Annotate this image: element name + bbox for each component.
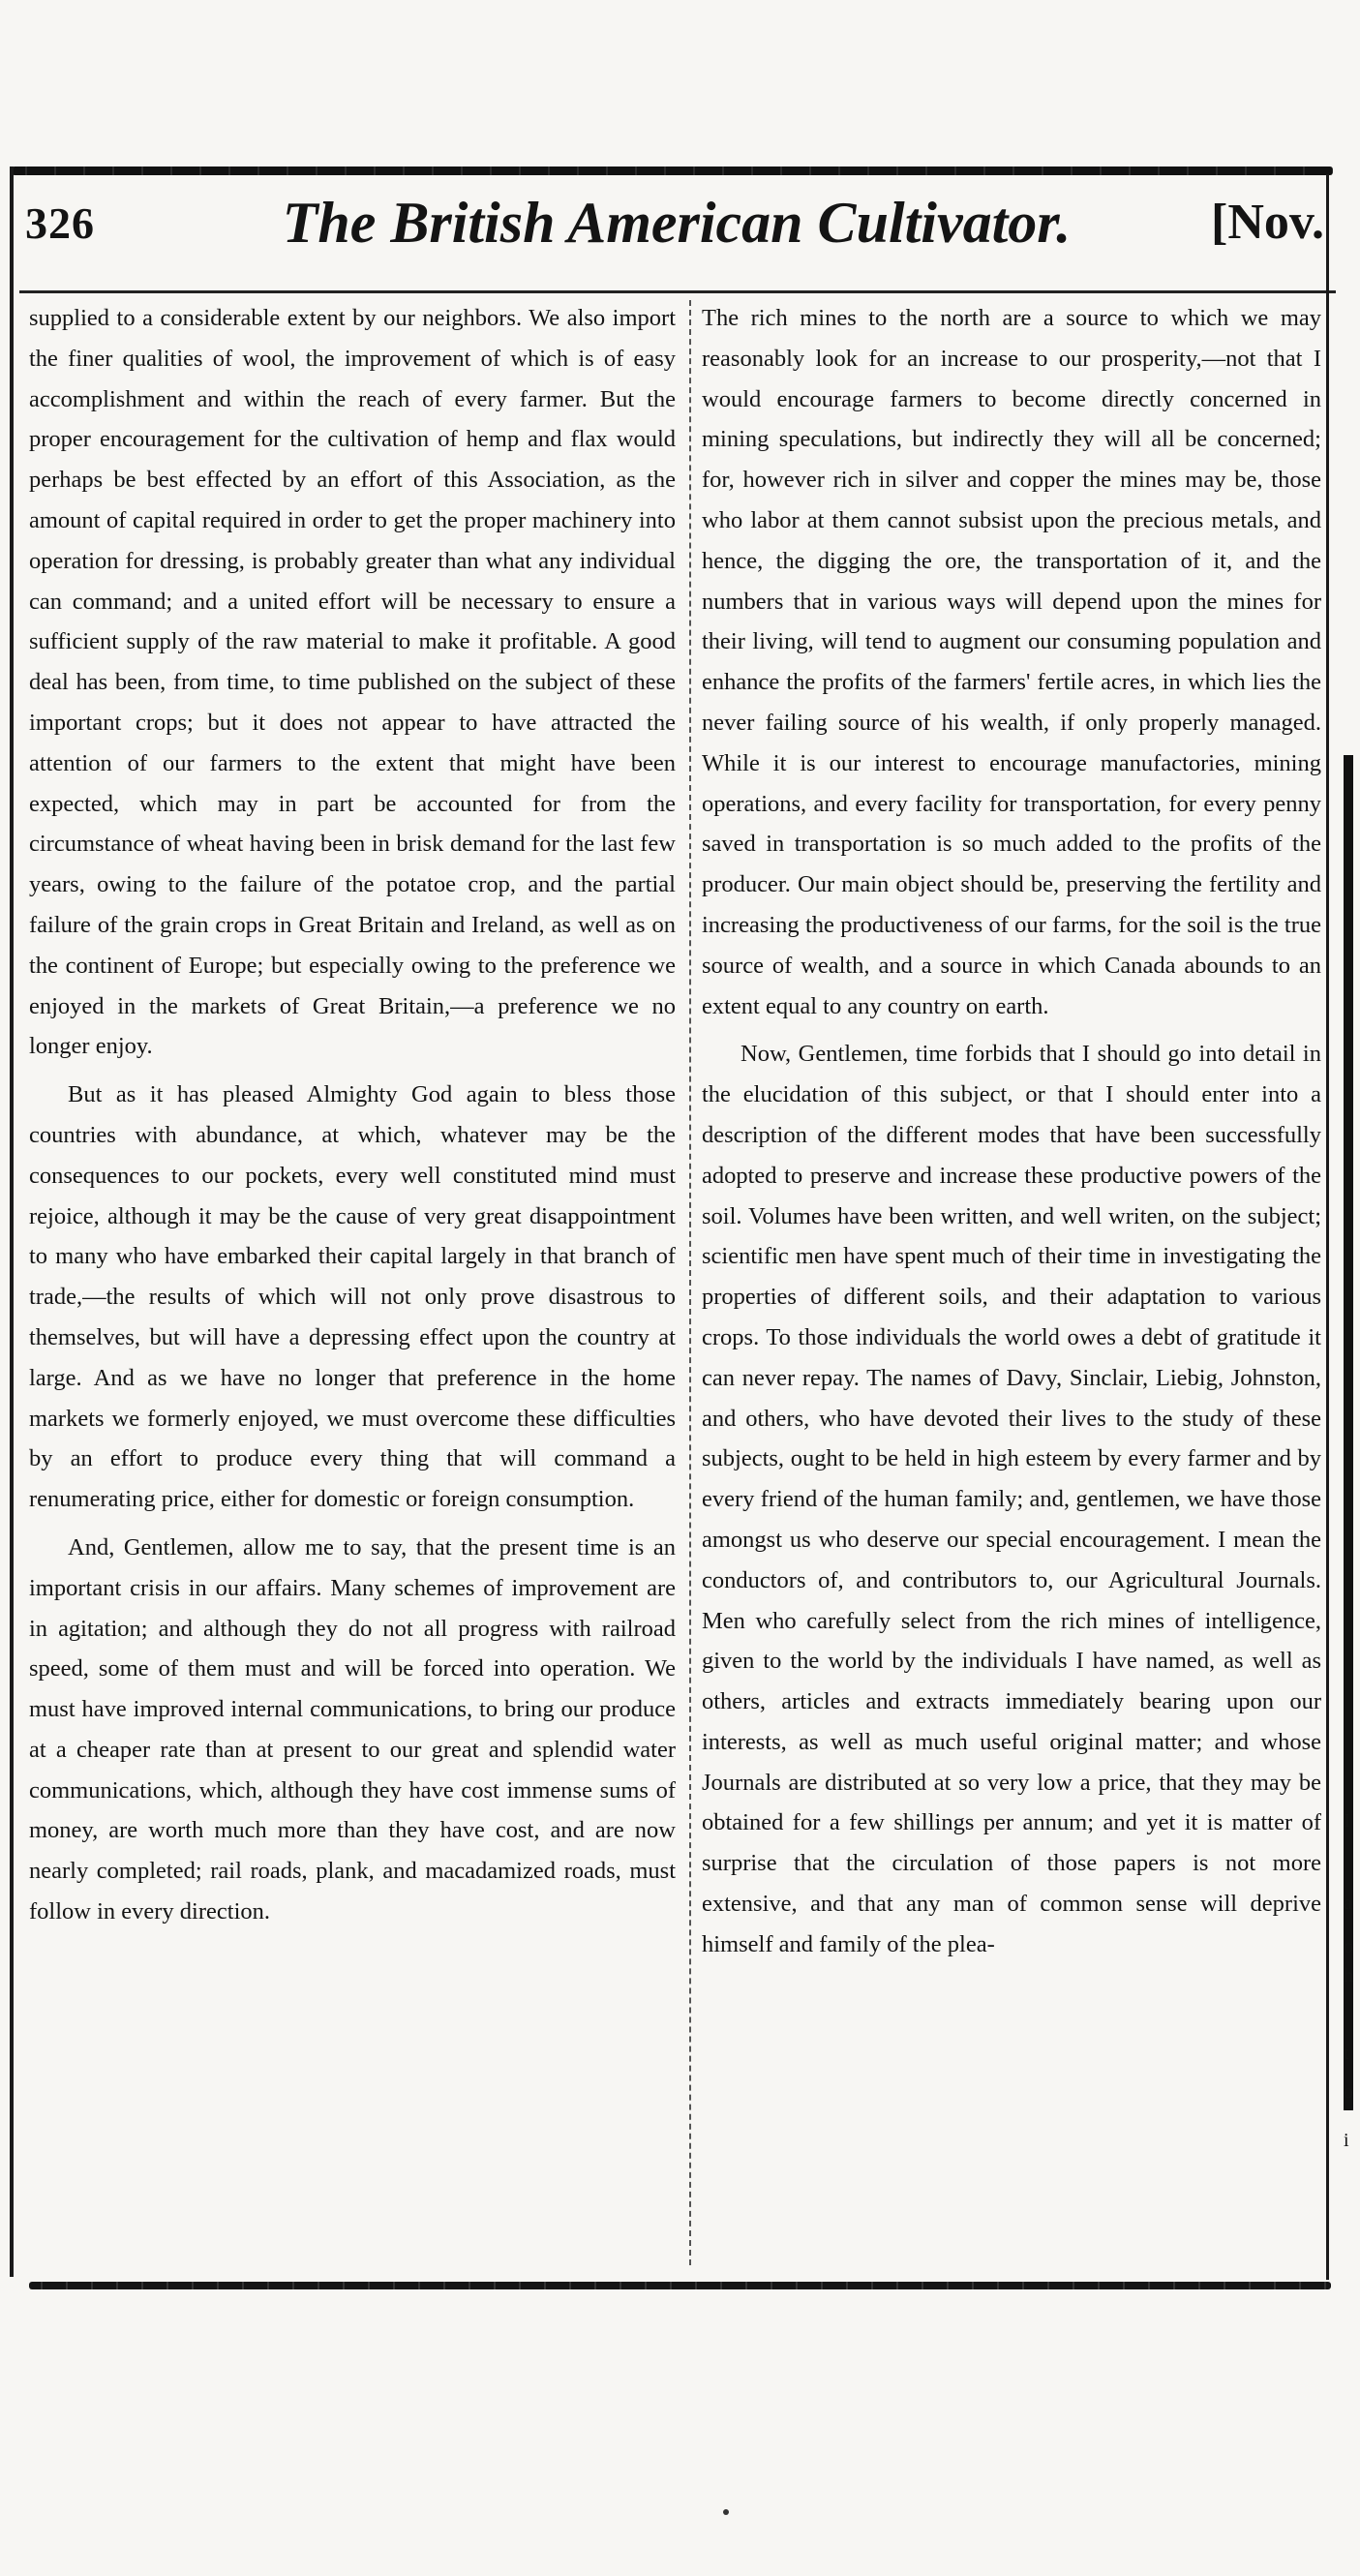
print-speck: [723, 2509, 729, 2515]
right-paragraph-1: The rich mines to the north are a source to which we may reasonably look for an increase to our prosperity,—not that I would encourage farmers to become directly concerned in mining speculations, but indirectly they will all be concerned; for, however rich in silver and copper the mines may be, those who labor at them cannot subsist upon the precious metals, and hence, the digging the ore, the transportation of it, and the numbers that in various ways will depend upon the mines for their living, will tend to augment our consuming population and enhance the profits of the farmers' fertile acres, in which lies the never failing source of his wealth, if only properly managed. While it is our interest to encourage manufactories, mining operations, and every facility for transportation, for every penny saved in transportation is so much added to the profits of the producer. Our main object should be, preserving the fertility and increasing the productiveness of our farms, for the soil is the true source of wealth, and a source in which Canada abounds to an extent equal to any country on earth.: [702, 305, 1321, 1019]
page-number: 326: [25, 198, 95, 248]
left-page-border: [10, 167, 14, 2277]
bottom-ornamental-rule: [29, 2282, 1331, 2289]
right-column: [702, 298, 1321, 2273]
margin-letter: o: [1344, 1936, 1353, 1957]
header-underline: [19, 290, 1336, 293]
right-page-border: [1326, 174, 1329, 2280]
left-paragraph-1: supplied to a considerable extent by our neighbors. We also import the finer qualities of wool, the improvement of which is of easy accomplishment and within the reach of every farmer. But the proper encouragement for the cultivation of hemp and flax would perhaps be best effected by an effort of this Association, as the amount of capital required in order to get the proper machinery into operation for dressing, is probably greater than what any individual can command; and a united effort will be necessary to ensure a sufficient supply of the raw material to make it profitable. A good deal has been, from time, to time published on the subject of these important crops; but it does not appear to have attracted the attention of our farmers to the extent that might have been expected, which may in part be accounted for from the circumstance of wheat having been in brisk demand for the last few years, owing to the failure of the potatoe crop, and the partial failure of the grain crops in Great Britain and Ireland, as well as on the continent of Europe; but especially owing to the preference we enjoyed in the markets of Great Britain,—a preference we no longer enjoy.: [29, 305, 676, 1060]
left-paragraph-3: And, Gentlemen, allow me to say, that the present time is an important crisis in our affairs. Many schemes of improvement are in agitation; and although they do not all progress with railroad speed, some of them must and will be forced into operation. We must have improved internal communications, to bring our produce at a cheaper rate than at present to our great and splendid water communications, which, although they have cost immense sums of money, are worth much more than they have cost, and are now nearly completed; rail roads, plank, and macadamized roads, must follow in every direction.: [29, 1533, 676, 1925]
margin-letter: i: [1344, 2130, 1349, 2151]
column-divider: [689, 300, 691, 2265]
margin-letter: o: [1344, 2081, 1353, 2103]
margin-letter: t: [1344, 2043, 1349, 2064]
top-ornamental-rule: [12, 167, 1333, 175]
margin-letter: I: [1344, 1810, 1350, 1832]
issue-month: [Nov.: [1211, 195, 1324, 250]
left-column: [29, 298, 676, 2273]
publication-title: The British American Cultivator.: [282, 191, 1072, 255]
page-header: [17, 184, 1336, 271]
margin-letter: a: [1344, 1893, 1352, 1914]
right-paragraph-2: Now, Gentlemen, time forbids that I should go into detail in the elucidation of this subject, or that I should enter into a description of the different modes that have been successfully adopted to preserve and increase these productive powers of the soil. Volumes have been written, and well writen, on the subject; scientific men have spent much of their time in investigating the properties of different soils, and their adaptation to various crops. To those individuals the world owes a debt of gratitude it can never repay. The names of Davy, Sinclair, Liebig, Johnston, and others, who have devoted their lives to the study of these subjects, ought to be held in high esteem by every farmer and by every friend of the human family; and, gentlemen, we have those amongst us who deserve our special encouragement. I mean the conductors of, and contributors to, our Agricultural Journals. Men who carefully select from the rich mines of intelligence, given to the world by the individuals I have named, as well as others, articles and extracts immediately bearing upon our interests, as well as much useful original matter; and whose Journals are distributed at so very low a price, that they may be obtained for a few shillings per annum; and yet it is matter of surprise that the circulation of those papers is not more extensive, and that any man of common sense will deprive himself and family of the plea-: [702, 1041, 1321, 1957]
margin-letter: h: [1344, 1965, 1353, 1986]
left-paragraph-2: But as it has pleased Almighty God again to bless those countries with abundance, at which, whatever may be the consequences to our pockets, every well constituted mind must rejoice, although it may be the cause of very great disappointment to many who have embarked their capital largely in that branch of trade,—the results of which will not only prove disastrous to themselves, but will have a depressing effect upon the country at large. And as we have no longer that preference in the home markets we formerly enjoyed, we must overcome these difficulties by an effort to produce every thing that will command a renumerating price, either for domestic or foreign consumption.: [29, 1081, 676, 1513]
